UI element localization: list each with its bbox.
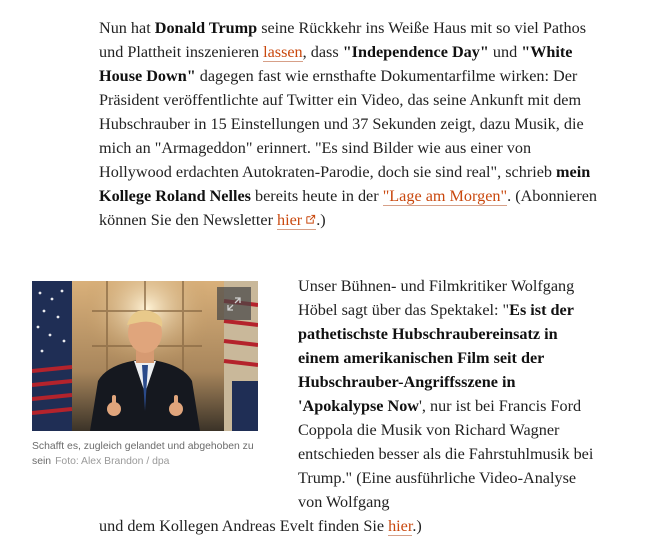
text: seine Rückkehr ins Weiße Haus mit so viel Pathos und Plattheit inszenieren	[99, 19, 587, 61]
text: und dem Kollegen Andreas Evelt finden Sie	[99, 517, 389, 535]
figure-caption	[32, 439, 258, 469]
text: , dass	[302, 43, 343, 61]
photo-credit: Foto: Alex Brandon / dpa	[55, 456, 170, 467]
article-figure	[32, 281, 258, 469]
expand-image-button[interactable]	[217, 287, 251, 320]
external-link-icon	[305, 214, 316, 225]
trump-photo[interactable]	[32, 281, 258, 431]
text: und	[488, 43, 522, 61]
bold-donald-trump: Donald Trump	[154, 19, 258, 37]
paragraph-trump-return	[99, 16, 599, 232]
bold-white-house-down: "White House Down"	[99, 43, 573, 85]
text: .)	[412, 517, 422, 535]
paragraph-hoebel-quote	[298, 274, 598, 514]
text: dagegen fast wie ernsthafte Dokumentarfilme wirken: Der Präsident veröffentlichte auf Twitter ein Video, das seine Ankunft mit dem Hubschrauber in 15 Einstellungen und 37 Sekunden zeigt, dazu Musik, die mich an "Armageddon" erinnert. "Es sind Bilder wie aus einer von Hollywood erdachten Autokraten-Parodie, doch sie sind real", schrieb	[99, 67, 584, 181]
text: .)	[316, 211, 326, 229]
text: ', nur ist bei Francis Ford Coppola die Musik von Richard Wagner entschieden besser als die Fahrstuhlmusik bei Trump." (Eine ausführliche Video-Analyse von Wolfgang	[298, 397, 594, 511]
bold-independence-day: "Independence Day"	[342, 43, 489, 61]
bold-roland-nelles: mein Kollege Roland Nelles	[99, 163, 591, 205]
bold-quote: Es ist der pathetischste Hubschraubereinsatz in einem amerikanischen Film seit der Hubschrauber-Angriffsszene in 'Apokalypse Now	[298, 301, 574, 415]
link-lassen[interactable]: lassen	[263, 43, 303, 61]
caption-text: Schafft es, zugleich gelandet und abgehoben zu sein	[32, 441, 254, 467]
link-newsletter-hier[interactable]	[277, 211, 316, 230]
expand-icon	[226, 296, 242, 312]
text: Unser Bühnen- und Filmkritiker Wolfgang Höbel sagt über das Spektakel: "	[298, 277, 575, 319]
paragraph-hoebel-quote-continued	[99, 514, 599, 538]
link-video-analyse-hier[interactable]: hier	[388, 517, 413, 535]
text: bereits heute in der	[250, 187, 383, 205]
text: . (Abonnieren können Sie den Newsletter	[99, 187, 597, 229]
text: Nun hat	[99, 19, 155, 37]
link-lage-am-morgen[interactable]: "Lage am Morgen"	[382, 187, 508, 205]
link-hier-label: hier	[277, 211, 303, 229]
